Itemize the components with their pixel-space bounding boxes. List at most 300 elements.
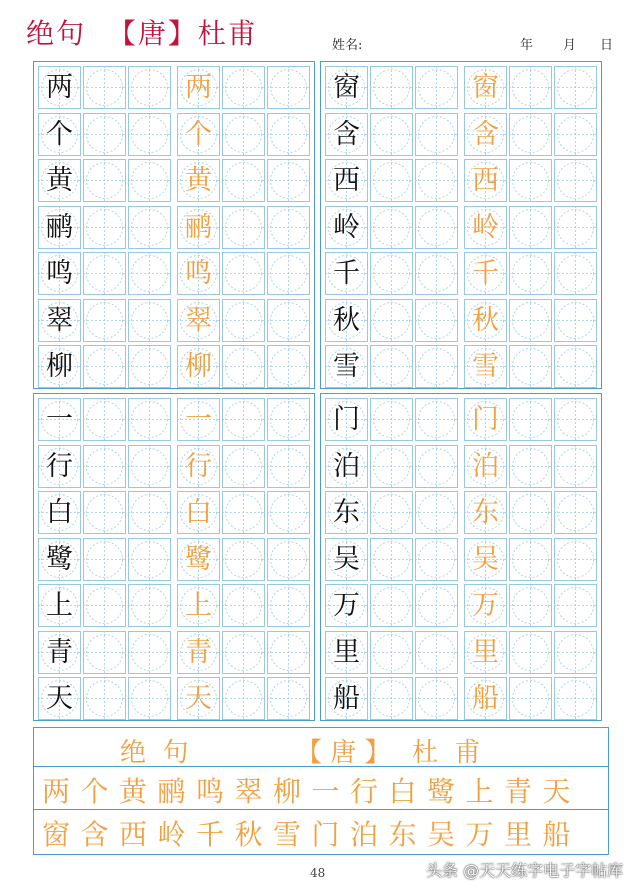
grid-cell[interactable]	[415, 677, 458, 720]
grid-guide	[267, 677, 310, 720]
trace-character: 吴	[472, 543, 499, 575]
grid-cell[interactable]	[415, 398, 458, 441]
grid-cell[interactable]	[509, 66, 552, 109]
grid-cell[interactable]	[267, 66, 310, 109]
grid-cell[interactable]	[267, 113, 310, 156]
grid-cell[interactable]	[370, 66, 413, 109]
grid-cell[interactable]	[128, 398, 171, 441]
grid-cell[interactable]	[177, 631, 220, 674]
grid-cell[interactable]	[267, 252, 310, 295]
grid-guide	[267, 66, 310, 109]
grid-cell[interactable]	[464, 252, 507, 295]
grid-cell[interactable]	[222, 159, 265, 202]
grid-cell[interactable]	[38, 159, 81, 202]
grid-cell[interactable]	[177, 113, 220, 156]
grid-guide	[370, 113, 413, 156]
grid-cell[interactable]	[464, 206, 507, 249]
model-character: 窗	[333, 72, 360, 103]
grid-cell[interactable]	[370, 398, 413, 441]
grid-cell[interactable]	[222, 491, 265, 534]
grid-guide	[554, 677, 597, 720]
grid-cell[interactable]	[554, 631, 597, 674]
grid-cell[interactable]	[554, 345, 597, 388]
grid-guide	[509, 299, 552, 342]
grid-cell[interactable]	[370, 584, 413, 627]
grid-guide	[83, 677, 126, 720]
grid-cell[interactable]	[415, 584, 458, 627]
grid-cell[interactable]	[177, 159, 220, 202]
grid-guide	[128, 113, 171, 156]
grid-cell[interactable]	[267, 345, 310, 388]
grid-cell[interactable]	[128, 491, 171, 534]
grid-guide	[509, 584, 552, 627]
grid-cell[interactable]	[38, 299, 81, 342]
grid-guide	[267, 631, 310, 674]
grid-cell[interactable]	[554, 584, 597, 627]
grid-cell[interactable]	[415, 252, 458, 295]
grid-cell[interactable]	[177, 677, 220, 720]
grid-cell[interactable]	[267, 631, 310, 674]
model-character: 行	[46, 450, 73, 482]
grid-cell[interactable]	[554, 491, 597, 534]
grid-cell[interactable]	[509, 159, 552, 202]
grid-cell[interactable]	[509, 206, 552, 249]
grid-cell[interactable]	[325, 299, 368, 342]
grid-guide	[370, 66, 413, 109]
grid-cell[interactable]	[509, 677, 552, 720]
grid-guide	[554, 631, 597, 674]
trace-character: 两	[185, 72, 212, 103]
grid-cell[interactable]	[370, 677, 413, 720]
grid-guide	[370, 159, 413, 202]
grid-cell[interactable]	[177, 252, 220, 295]
grid-cell[interactable]	[415, 631, 458, 674]
grid-cell[interactable]	[267, 445, 310, 488]
trace-character: 鹭	[185, 543, 212, 575]
grid-guide	[83, 631, 126, 674]
model-character: 两	[46, 72, 73, 103]
model-character: 青	[46, 636, 73, 668]
grid-cell[interactable]	[83, 584, 126, 627]
grid-cell[interactable]	[464, 398, 507, 441]
grid-guide	[222, 677, 265, 720]
grid-cell[interactable]	[370, 631, 413, 674]
grid-guide	[370, 299, 413, 342]
grid-cell[interactable]	[83, 299, 126, 342]
grid-guide	[222, 252, 265, 295]
grid-guide	[415, 66, 458, 109]
model-character: 上	[46, 590, 73, 621]
trace-character: 西	[472, 165, 499, 196]
grid-cell[interactable]	[38, 113, 81, 156]
grid-guide	[554, 66, 597, 109]
grid-cell[interactable]	[38, 584, 81, 627]
grid-guide	[370, 445, 413, 488]
grid-cell[interactable]	[325, 445, 368, 488]
grid-guide	[83, 113, 126, 156]
grid-cell[interactable]	[38, 345, 81, 388]
grid-cell[interactable]	[464, 345, 507, 388]
poem-reference-panel	[33, 727, 609, 855]
trace-character: 行	[185, 450, 212, 482]
grid-cell[interactable]	[509, 445, 552, 488]
model-character: 门	[333, 404, 360, 435]
grid-guide	[83, 206, 126, 249]
grid-cell[interactable]	[509, 538, 552, 581]
practice-panel	[33, 393, 315, 721]
trace-character: 千	[472, 258, 499, 289]
grid-cell[interactable]	[267, 206, 310, 249]
trace-character: 万	[472, 590, 499, 621]
grid-cell[interactable]	[415, 345, 458, 388]
grid-cell[interactable]	[83, 677, 126, 720]
grid-guide	[267, 584, 310, 627]
grid-cell[interactable]	[222, 677, 265, 720]
grid-cell[interactable]	[38, 631, 81, 674]
model-character: 里	[333, 636, 360, 668]
grid-cell[interactable]	[370, 159, 413, 202]
grid-cell[interactable]	[222, 584, 265, 627]
grid-guide	[370, 398, 413, 441]
grid-cell[interactable]	[509, 398, 552, 441]
grid-cell[interactable]	[509, 631, 552, 674]
grid-cell[interactable]	[177, 584, 220, 627]
grid-guide	[128, 538, 171, 581]
grid-guide	[370, 252, 413, 295]
grid-cell[interactable]	[325, 538, 368, 581]
grid-cell[interactable]	[83, 206, 126, 249]
grid-guide	[554, 299, 597, 342]
grid-cell[interactable]	[38, 538, 81, 581]
grid-cell[interactable]	[464, 299, 507, 342]
day-label: 日	[600, 38, 614, 53]
grid-guide	[83, 398, 126, 441]
grid-cell[interactable]	[464, 66, 507, 109]
trace-character: 岭	[472, 211, 499, 243]
grid-guide	[267, 398, 310, 441]
grid-cell[interactable]	[38, 398, 81, 441]
grid-cell[interactable]	[128, 159, 171, 202]
grid-cell[interactable]	[325, 206, 368, 249]
grid-cell[interactable]	[267, 538, 310, 581]
grid-cell[interactable]	[177, 345, 220, 388]
grid-cell[interactable]	[38, 66, 81, 109]
grid-guide	[83, 345, 126, 388]
grid-guide	[128, 345, 171, 388]
trace-character: 泊	[472, 450, 499, 482]
grid-guide	[554, 113, 597, 156]
grid-cell[interactable]	[325, 631, 368, 674]
grid-guide	[267, 445, 310, 488]
grid-guide	[83, 491, 126, 534]
grid-cell[interactable]	[415, 159, 458, 202]
poem-author: 杜 甫	[412, 738, 481, 768]
grid-cell[interactable]	[554, 252, 597, 295]
grid-cell[interactable]	[554, 159, 597, 202]
grid-guide	[128, 631, 171, 674]
grid-guide	[128, 299, 171, 342]
grid-guide	[370, 584, 413, 627]
model-character: 天	[46, 683, 73, 714]
grid-cell[interactable]	[128, 345, 171, 388]
model-character: 千	[333, 258, 360, 289]
grid-guide	[554, 345, 597, 388]
grid-cell[interactable]	[554, 677, 597, 720]
grid-cell[interactable]	[177, 445, 220, 488]
grid-cell[interactable]	[370, 445, 413, 488]
grid-cell[interactable]	[415, 66, 458, 109]
trace-character: 青	[185, 636, 212, 668]
grid-cell[interactable]	[267, 677, 310, 720]
grid-cell[interactable]	[38, 491, 81, 534]
trace-character: 白	[185, 497, 212, 528]
grid-cell[interactable]	[83, 252, 126, 295]
trace-character: 门	[472, 404, 499, 435]
grid-cell[interactable]	[128, 299, 171, 342]
grid-cell[interactable]	[222, 631, 265, 674]
grid-cell[interactable]	[554, 445, 597, 488]
grid-cell[interactable]	[415, 299, 458, 342]
grid-cell[interactable]	[325, 345, 368, 388]
grid-cell[interactable]	[267, 584, 310, 627]
grid-guide	[222, 66, 265, 109]
grid-cell[interactable]	[370, 206, 413, 249]
grid-guide	[509, 445, 552, 488]
grid-cell[interactable]	[325, 252, 368, 295]
grid-cell[interactable]	[554, 398, 597, 441]
grid-cell[interactable]	[415, 206, 458, 249]
grid-cell[interactable]	[464, 113, 507, 156]
grid-cell[interactable]	[83, 538, 126, 581]
grid-guide	[509, 491, 552, 534]
trace-character: 个	[185, 118, 212, 150]
grid-cell[interactable]	[83, 66, 126, 109]
model-character: 西	[333, 165, 360, 196]
poem-line-1: 两个黄鹂鸣翠柳一行白鹭上青天	[42, 775, 582, 808]
grid-cell[interactable]	[267, 398, 310, 441]
grid-guide	[370, 491, 413, 534]
trace-character: 秋	[472, 304, 499, 336]
grid-cell[interactable]	[325, 398, 368, 441]
grid-cell[interactable]	[83, 113, 126, 156]
grid-guide	[509, 252, 552, 295]
model-character: 东	[333, 497, 360, 528]
grid-cell[interactable]	[415, 491, 458, 534]
grid-cell[interactable]	[38, 252, 81, 295]
grid-cell[interactable]	[325, 66, 368, 109]
grid-cell[interactable]	[83, 445, 126, 488]
grid-cell[interactable]	[325, 491, 368, 534]
grid-cell[interactable]	[509, 299, 552, 342]
grid-cell[interactable]	[38, 206, 81, 249]
grid-guide	[509, 206, 552, 249]
model-character: 吴	[333, 543, 360, 575]
grid-cell[interactable]	[38, 677, 81, 720]
grid-cell[interactable]	[370, 113, 413, 156]
grid-cell[interactable]	[415, 113, 458, 156]
grid-cell[interactable]	[177, 66, 220, 109]
model-character: 鹭	[46, 543, 73, 575]
grid-guide	[554, 252, 597, 295]
grid-cell[interactable]	[128, 538, 171, 581]
model-character: 泊	[333, 450, 360, 482]
grid-guide	[415, 206, 458, 249]
trace-character: 鹂	[185, 211, 212, 243]
grid-cell[interactable]	[554, 299, 597, 342]
grid-cell[interactable]	[128, 445, 171, 488]
grid-guide	[128, 677, 171, 720]
model-character: 白	[46, 497, 73, 528]
grid-cell[interactable]	[128, 113, 171, 156]
watermark: 头条 @天天练字电子字帖库	[426, 861, 624, 880]
grid-guide	[415, 113, 458, 156]
model-character: 柳	[46, 351, 73, 382]
grid-cell[interactable]	[222, 206, 265, 249]
grid-guide	[415, 631, 458, 674]
grid-cell[interactable]	[554, 538, 597, 581]
grid-cell[interactable]	[370, 299, 413, 342]
grid-cell[interactable]	[222, 252, 265, 295]
grid-cell[interactable]	[128, 206, 171, 249]
grid-guide	[128, 206, 171, 249]
poem-dynasty: 【 唐 】	[296, 738, 391, 768]
grid-cell[interactable]	[222, 445, 265, 488]
grid-cell[interactable]	[222, 113, 265, 156]
grid-cell[interactable]	[177, 299, 220, 342]
grid-guide	[415, 445, 458, 488]
practice-panel	[320, 61, 602, 389]
poem-title: 绝 句	[120, 738, 189, 768]
grid-cell[interactable]	[128, 252, 171, 295]
grid-guide	[83, 159, 126, 202]
grid-guide	[509, 677, 552, 720]
grid-cell[interactable]	[83, 345, 126, 388]
grid-cell[interactable]	[509, 252, 552, 295]
model-character: 鹂	[46, 211, 73, 243]
grid-cell[interactable]	[554, 66, 597, 109]
page-title: 绝句 【唐】杜甫	[26, 17, 258, 50]
grid-cell[interactable]	[177, 538, 220, 581]
grid-guide	[222, 445, 265, 488]
page-header	[0, 0, 640, 58]
grid-cell[interactable]	[464, 677, 507, 720]
page-number: 48	[310, 866, 326, 880]
grid-cell[interactable]	[222, 398, 265, 441]
grid-cell[interactable]	[325, 677, 368, 720]
grid-guide	[83, 66, 126, 109]
trace-character: 含	[472, 118, 499, 150]
grid-guide	[415, 491, 458, 534]
grid-cell[interactable]	[222, 538, 265, 581]
grid-cell[interactable]	[128, 66, 171, 109]
grid-cell[interactable]	[83, 631, 126, 674]
grid-guide	[509, 631, 552, 674]
trace-character: 一	[185, 404, 212, 435]
grid-cell[interactable]	[325, 113, 368, 156]
grid-guide	[83, 538, 126, 581]
grid-guide	[222, 299, 265, 342]
grid-guide	[415, 159, 458, 202]
year-label: 年	[520, 38, 534, 53]
grid-cell[interactable]	[509, 491, 552, 534]
grid-cell[interactable]	[464, 584, 507, 627]
grid-cell[interactable]	[177, 398, 220, 441]
model-character: 含	[333, 118, 360, 150]
grid-cell[interactable]	[464, 631, 507, 674]
grid-cell[interactable]	[415, 538, 458, 581]
grid-guide	[554, 445, 597, 488]
trace-character: 东	[472, 497, 499, 528]
grid-cell[interactable]	[128, 677, 171, 720]
grid-cell[interactable]	[267, 299, 310, 342]
grid-cell[interactable]	[554, 206, 597, 249]
grid-guide	[267, 491, 310, 534]
grid-guide	[509, 159, 552, 202]
model-character: 船	[333, 683, 360, 714]
grid-guide	[415, 345, 458, 388]
grid-cell[interactable]	[267, 491, 310, 534]
model-character: 一	[46, 404, 73, 435]
grid-guide	[267, 206, 310, 249]
grid-cell[interactable]	[554, 113, 597, 156]
model-character: 翠	[46, 304, 73, 336]
grid-guide	[509, 66, 552, 109]
grid-guide	[267, 113, 310, 156]
grid-cell[interactable]	[83, 159, 126, 202]
grid-cell[interactable]	[464, 445, 507, 488]
trace-character: 里	[472, 636, 499, 668]
grid-cell[interactable]	[128, 631, 171, 674]
grid-guide	[267, 538, 310, 581]
grid-cell[interactable]	[464, 159, 507, 202]
grid-cell[interactable]	[370, 345, 413, 388]
grid-guide	[222, 113, 265, 156]
grid-cell[interactable]	[83, 491, 126, 534]
grid-cell[interactable]	[38, 445, 81, 488]
trace-character: 船	[472, 683, 499, 714]
grid-cell[interactable]	[83, 398, 126, 441]
grid-cell[interactable]	[222, 345, 265, 388]
model-character: 秋	[333, 304, 360, 336]
grid-cell[interactable]	[509, 345, 552, 388]
grid-cell[interactable]	[267, 159, 310, 202]
grid-cell[interactable]	[509, 584, 552, 627]
grid-cell[interactable]	[370, 491, 413, 534]
grid-guide	[128, 252, 171, 295]
grid-cell[interactable]	[370, 538, 413, 581]
grid-cell[interactable]	[128, 584, 171, 627]
grid-cell[interactable]	[177, 491, 220, 534]
grid-cell[interactable]	[464, 538, 507, 581]
grid-guide	[83, 252, 126, 295]
grid-cell[interactable]	[177, 206, 220, 249]
grid-cell[interactable]	[464, 491, 507, 534]
grid-guide	[128, 159, 171, 202]
grid-guide	[222, 398, 265, 441]
grid-guide	[267, 299, 310, 342]
model-character: 雪	[333, 351, 360, 382]
grid-cell[interactable]	[325, 584, 368, 627]
grid-cell[interactable]	[415, 445, 458, 488]
grid-guide	[83, 584, 126, 627]
grid-cell[interactable]	[370, 252, 413, 295]
grid-cell[interactable]	[325, 159, 368, 202]
grid-cell[interactable]	[222, 299, 265, 342]
grid-guide	[415, 677, 458, 720]
grid-cell[interactable]	[222, 66, 265, 109]
grid-cell[interactable]	[509, 113, 552, 156]
grid-guide	[370, 538, 413, 581]
